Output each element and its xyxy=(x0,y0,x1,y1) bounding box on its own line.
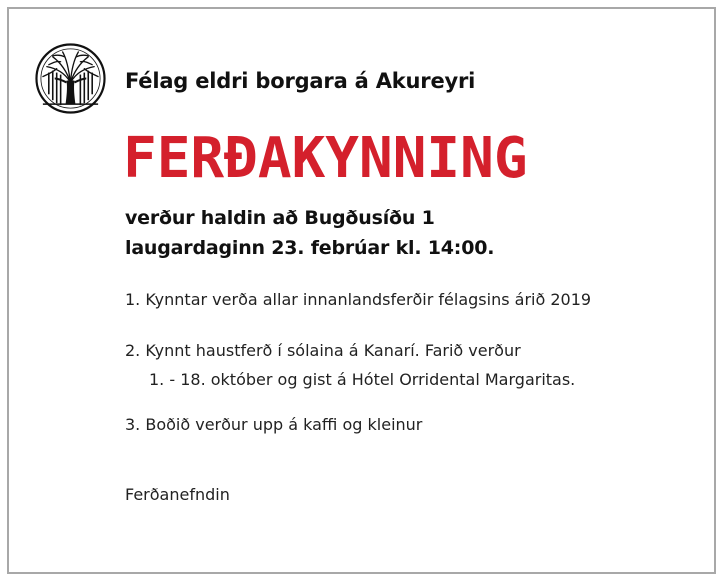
subheading-date: laugardaginn 23. febrúar kl. 14:00. xyxy=(125,237,495,259)
list-item-3: 3. Boðið verður upp á kaffi og kleinur xyxy=(125,415,423,434)
headline: FERÐAKYNNING xyxy=(123,126,528,191)
list-item-2-line-1: 2. Kynnt haustferð í sólaina á Kanarí. Farið verður xyxy=(125,341,521,360)
list-item-2-line-2: 1. - 18. október og gist á Hótel Orridental Margaritas. xyxy=(149,370,576,389)
tree-logo-icon xyxy=(35,43,106,114)
organization-name: Félag eldri borgara á Akureyri xyxy=(125,69,476,93)
signature: Ferðanefndin xyxy=(125,485,230,504)
list-item-1: 1. Kynntar verða allar innanlandsferðir félagsins árið 2019 xyxy=(125,290,592,309)
notice-frame xyxy=(7,7,716,574)
subheading-location: verður haldin að Bugðusíðu 1 xyxy=(125,207,435,229)
